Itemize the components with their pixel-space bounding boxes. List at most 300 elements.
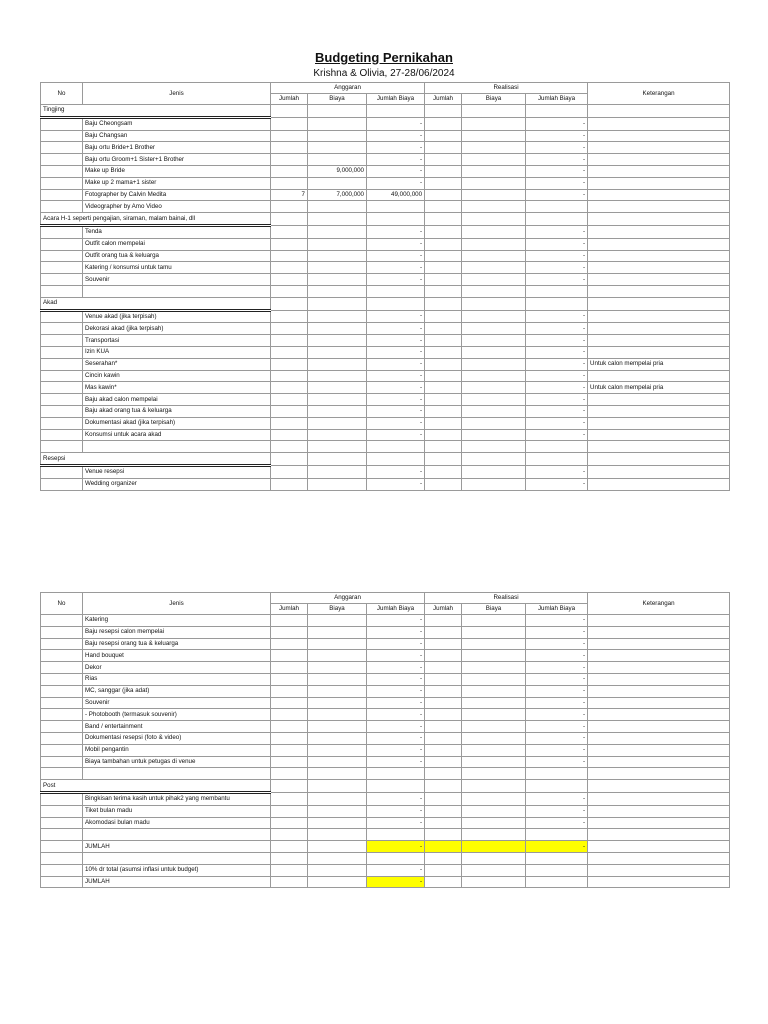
cell-anggaran-biaya [308,876,367,888]
cell-anggaran-jumlah-biaya [367,201,425,213]
budget-table-1 [40,82,730,491]
cell-anggaran-biaya [308,829,367,841]
table-row [41,201,730,213]
cell-anggaran-jumlah [271,117,308,130]
cell-anggaran-biaya [308,805,367,817]
cell-anggaran-jumlah [271,250,308,262]
cell-jenis: Baju ortu Bride+1 Brother [83,142,271,154]
cell-keterangan [588,250,730,262]
cell-realisasi-biaya [462,478,526,490]
cell-anggaran-jumlah-biaya: - [367,721,425,733]
cell-no [41,650,83,662]
header-anggaran-jumlah: Jumlah [271,604,308,615]
header-anggaran-jumlah-biaya: Jumlah Biaya [367,604,425,615]
cell-realisasi-jumlah [425,417,462,429]
header-no: No [41,593,83,615]
cell-jenis: Baju resepsi orang tua & keluarga [83,638,271,650]
cell-realisasi-jumlah [425,154,462,166]
cell-anggaran-biaya [308,105,367,118]
cell-jenis [83,768,271,780]
cell-anggaran-jumlah-biaya: - [367,662,425,674]
cell-realisasi-jumlah [425,323,462,335]
cell-anggaran-biaya [308,262,367,274]
cell-realisasi-biaya [462,250,526,262]
table-row [41,792,730,805]
cell-anggaran-jumlah [271,358,308,370]
cell-anggaran-biaya [308,441,367,453]
cell-realisasi-jumlah-biaya: - [526,732,588,744]
page-title: Budgeting Pernikahan [315,50,453,65]
cell-jenis [83,285,271,297]
cell-no [41,189,83,201]
cell-no [41,829,83,841]
cell-jenis: Baju akad orang tua & keluarga [83,405,271,417]
cell-anggaran-biaya [308,346,367,358]
total-row [41,841,730,853]
cell-realisasi-jumlah-biaya: - [526,335,588,347]
table-row [41,697,730,709]
cell-anggaran-jumlah-biaya: - [367,817,425,829]
table-row [41,250,730,262]
table-row [41,756,730,768]
cell-keterangan: Untuk calon mempelai pria [588,382,730,394]
cell-realisasi-jumlah-biaya: - [526,792,588,805]
cell-realisasi-biaya [462,130,526,142]
cell-keterangan: Untuk calon mempelai pria [588,358,730,370]
cell-realisasi-jumlah-biaya: - [526,323,588,335]
table-row [41,429,730,441]
cell-realisasi-jumlah-biaya: - [526,744,588,756]
cell-keterangan [588,417,730,429]
cell-realisasi-jumlah [425,358,462,370]
cell-realisasi-jumlah [425,201,462,213]
cell-jenis: Make up 2 mama+1 sister [83,177,271,189]
cell-jenis: Konsumsi untuk acara akad [83,429,271,441]
cell-anggaran-jumlah-biaya [367,213,425,226]
cell-anggaran-jumlah [271,864,308,876]
cell-anggaran-jumlah [271,346,308,358]
cell-keterangan [588,650,730,662]
cell-anggaran-jumlah [271,478,308,490]
cell-realisasi-biaya [462,405,526,417]
cell-realisasi-biaya [462,697,526,709]
cell-anggaran-jumlah-biaya: - [367,177,425,189]
cell-anggaran-biaya [308,673,367,685]
cell-anggaran-jumlah [271,709,308,721]
cell-realisasi-jumlah-biaya [526,780,588,793]
cell-realisasi-biaya [462,441,526,453]
cell-jenis: Band / entertainment [83,721,271,733]
cell-realisasi-biaya [462,721,526,733]
cell-realisasi-jumlah-biaya: - [526,429,588,441]
table-row [41,382,730,394]
cell-realisasi-biaya [462,238,526,250]
cell-realisasi-jumlah [425,626,462,638]
cell-anggaran-jumlah-biaya: - [367,225,425,238]
cell-realisasi-jumlah [425,841,462,853]
cell-keterangan [588,478,730,490]
cell-realisasi-jumlah-biaya: - [526,370,588,382]
cell-realisasi-biaya [462,626,526,638]
cell-realisasi-jumlah-biaya: - [526,238,588,250]
cell-realisasi-biaya [462,662,526,674]
cell-realisasi-biaya [462,673,526,685]
cell-realisasi-jumlah [425,453,462,466]
cell-realisasi-jumlah-biaya: - [526,142,588,154]
cell-anggaran-jumlah-biaya: - [367,335,425,347]
cell-anggaran-jumlah [271,165,308,177]
cell-realisasi-jumlah [425,732,462,744]
cell-anggaran-jumlah [271,662,308,674]
cell-realisasi-jumlah-biaya: - [526,638,588,650]
table-row [41,417,730,429]
cell-no [41,262,83,274]
cell-anggaran-biaya [308,864,367,876]
cell-keterangan [588,405,730,417]
cell-no [41,370,83,382]
cell-anggaran-jumlah [271,130,308,142]
table-row [41,130,730,142]
cell-anggaran-jumlah-biaya: - [367,358,425,370]
cell-realisasi-jumlah-biaya [526,441,588,453]
cell-no [41,478,83,490]
cell-realisasi-jumlah-biaya: - [526,805,588,817]
cell-anggaran-biaya [308,478,367,490]
cell-no [41,310,83,323]
cell-jenis: Dekor [83,662,271,674]
cell-anggaran-jumlah [271,238,308,250]
cell-jenis [83,852,271,864]
cell-realisasi-jumlah [425,792,462,805]
cell-realisasi-jumlah [425,478,462,490]
cell-anggaran-jumlah [271,262,308,274]
cell-realisasi-biaya [462,732,526,744]
cell-keterangan [588,429,730,441]
cell-anggaran-jumlah [271,626,308,638]
cell-realisasi-jumlah-biaya: - [526,225,588,238]
cell-anggaran-jumlah [271,792,308,805]
cell-no [41,685,83,697]
cell-keterangan [588,744,730,756]
cell-realisasi-biaya [462,358,526,370]
cell-keterangan [588,465,730,478]
cell-anggaran-jumlah [271,201,308,213]
header-realisasi: Realisasi [425,593,588,604]
cell-realisasi-jumlah-biaya: - [526,262,588,274]
cell-no [41,615,83,627]
table-row [41,346,730,358]
cell-jenis: Katering / konsumsi untuk tamu [83,262,271,274]
table-row [41,177,730,189]
cell-anggaran-jumlah-biaya: - [367,709,425,721]
cell-realisasi-jumlah-biaya: - [526,250,588,262]
cell-realisasi-jumlah [425,238,462,250]
table-row [41,274,730,286]
cell-keterangan [588,154,730,166]
cell-jenis: Baju akad calon mempelai [83,394,271,406]
cell-realisasi-jumlah [425,864,462,876]
cell-realisasi-jumlah [425,285,462,297]
cell-realisasi-biaya [462,201,526,213]
cell-realisasi-biaya [462,709,526,721]
cell-anggaran-biaya [308,697,367,709]
cell-anggaran-jumlah [271,429,308,441]
cell-keterangan [588,441,730,453]
header-keterangan: Keterangan [588,83,730,105]
table-row [41,117,730,130]
cell-realisasi-jumlah [425,615,462,627]
cell-anggaran-jumlah-biaya: - [367,405,425,417]
cell-anggaran-biaya [308,297,367,310]
cell-anggaran-jumlah-biaya [367,105,425,118]
cell-jenis [83,441,271,453]
cell-keterangan [588,285,730,297]
cell-anggaran-jumlah [271,744,308,756]
cell-jenis: 10% dr total (asumsi inflasi untuk budget) [83,864,271,876]
cell-keterangan [588,453,730,466]
table-row [41,744,730,756]
header-jenis: Jenis [83,593,271,615]
cell-realisasi-jumlah [425,370,462,382]
cell-no [41,697,83,709]
cell-jenis: Fotographer by Calvin Medita [83,189,271,201]
cell-anggaran-biaya [308,756,367,768]
cell-realisasi-jumlah-biaya: - [526,189,588,201]
cell-realisasi-jumlah [425,213,462,226]
header-realisasi-biaya: Biaya [462,94,526,105]
cell-realisasi-jumlah [425,441,462,453]
cell-anggaran-biaya [308,780,367,793]
cell-keterangan [588,394,730,406]
cell-anggaran-jumlah-biaya: - [367,650,425,662]
cell-realisasi-jumlah [425,177,462,189]
cell-no [41,756,83,768]
table-row [41,310,730,323]
cell-realisasi-jumlah [425,382,462,394]
cell-keterangan [588,370,730,382]
cell-keterangan [588,876,730,888]
cell-anggaran-jumlah [271,285,308,297]
cell-no [41,768,83,780]
cell-keterangan [588,225,730,238]
cell-anggaran-jumlah-biaya [367,780,425,793]
cell-realisasi-jumlah [425,744,462,756]
cell-realisasi-jumlah-biaya [526,213,588,226]
cell-anggaran-jumlah-biaya: - [367,370,425,382]
table-row [41,626,730,638]
cell-anggaran-biaya [308,130,367,142]
cell-jenis: Seserahan* [83,358,271,370]
cell-realisasi-biaya [462,465,526,478]
cell-anggaran-biaya [308,852,367,864]
cell-anggaran-biaya [308,225,367,238]
cell-realisasi-jumlah [425,130,462,142]
cell-realisasi-jumlah-biaya [526,852,588,864]
cell-realisasi-jumlah [425,780,462,793]
cell-realisasi-jumlah-biaya [526,285,588,297]
cell-keterangan [588,177,730,189]
cell-keterangan [588,817,730,829]
table-row [41,238,730,250]
cell-jenis: Baju Changsan [83,130,271,142]
cell-jenis: Dokumentasi akad (jika terpisah) [83,417,271,429]
cell-anggaran-jumlah-biaya: - [367,142,425,154]
cell-keterangan [588,238,730,250]
cell-realisasi-jumlah [425,662,462,674]
cell-anggaran-jumlah [271,394,308,406]
cell-keterangan [588,829,730,841]
table-row [41,805,730,817]
cell-anggaran-biaya [308,615,367,627]
cell-realisasi-jumlah-biaya [526,201,588,213]
cell-jenis: Outfit orang tua & keluarga [83,250,271,262]
cell-keterangan [588,709,730,721]
cell-keterangan [588,335,730,347]
cell-no [41,805,83,817]
table-row [41,154,730,166]
cell-anggaran-jumlah [271,732,308,744]
cell-realisasi-jumlah-biaya: - [526,130,588,142]
cell-no [41,323,83,335]
cell-no [41,441,83,453]
cell-section-label: Tingjing [41,105,271,118]
cell-realisasi-jumlah-biaya [526,864,588,876]
cell-realisasi-jumlah-biaya: - [526,382,588,394]
cell-anggaran-jumlah-biaya: - [367,417,425,429]
cell-anggaran-jumlah-biaya: - [367,274,425,286]
cell-realisasi-biaya [462,335,526,347]
cell-anggaran-jumlah-biaya: - [367,864,425,876]
cell-keterangan [588,165,730,177]
cell-section-label: Resepsi [41,453,271,466]
cell-anggaran-biaya [308,732,367,744]
cell-anggaran-biaya [308,453,367,466]
cell-keterangan [588,213,730,226]
cell-realisasi-biaya [462,429,526,441]
cell-realisasi-jumlah [425,673,462,685]
cell-realisasi-jumlah-biaya: - [526,358,588,370]
cell-anggaran-jumlah [271,756,308,768]
cell-anggaran-biaya [308,177,367,189]
cell-realisasi-jumlah-biaya: - [526,709,588,721]
cell-realisasi-biaya [462,274,526,286]
cell-anggaran-biaya [308,382,367,394]
cell-anggaran-biaya: 7,000,000 [308,189,367,201]
cell-realisasi-jumlah-biaya: - [526,685,588,697]
cell-realisasi-jumlah-biaya [526,453,588,466]
cell-no [41,130,83,142]
table-row [41,817,730,829]
total-row [41,876,730,888]
table-row [41,465,730,478]
cell-anggaran-biaya [308,638,367,650]
cell-realisasi-biaya [462,805,526,817]
cell-keterangan [588,189,730,201]
cell-no [41,465,83,478]
cell-realisasi-jumlah-biaya [526,876,588,888]
cell-anggaran-jumlah-biaya: - [367,792,425,805]
cell-anggaran-jumlah-biaya: - [367,805,425,817]
cell-anggaran-jumlah-biaya: - [367,262,425,274]
budget-table-2-body [41,615,730,888]
cell-realisasi-jumlah-biaya [526,297,588,310]
cell-anggaran-biaya [308,250,367,262]
cell-realisasi-jumlah-biaya: - [526,817,588,829]
cell-jenis: - Photobooth (termasuk souvenir) [83,709,271,721]
cell-no [41,864,83,876]
cell-anggaran-biaya [308,429,367,441]
cell-realisasi-jumlah [425,817,462,829]
cell-realisasi-jumlah-biaya: - [526,478,588,490]
table-row [41,852,730,864]
cell-no [41,852,83,864]
table-row [41,615,730,627]
cell-no [41,154,83,166]
cell-realisasi-biaya [462,792,526,805]
cell-realisasi-jumlah [425,394,462,406]
cell-jenis: Katering [83,615,271,627]
cell-anggaran-biaya [308,685,367,697]
cell-realisasi-jumlah-biaya: - [526,626,588,638]
table-row [41,732,730,744]
cell-realisasi-biaya [462,177,526,189]
cell-jenis: Venue resepsi [83,465,271,478]
cell-anggaran-jumlah-biaya: 49,000,000 [367,189,425,201]
header-realisasi-jumlah: Jumlah [425,94,462,105]
cell-realisasi-biaya [462,105,526,118]
table-row [41,394,730,406]
cell-anggaran-biaya [308,744,367,756]
header-anggaran-biaya: Biaya [308,604,367,615]
cell-anggaran-jumlah-biaya [367,285,425,297]
cell-keterangan [588,792,730,805]
cell-keterangan [588,732,730,744]
cell-no [41,382,83,394]
cell-section-label: Akad [41,297,271,310]
cell-realisasi-jumlah-biaya: - [526,756,588,768]
cell-jenis: Souvenir [83,697,271,709]
cell-realisasi-jumlah-biaya: - [526,721,588,733]
cell-keterangan [588,274,730,286]
cell-no [41,201,83,213]
cell-realisasi-jumlah [425,465,462,478]
cell-jenis: Mas kawin* [83,382,271,394]
cell-anggaran-jumlah [271,274,308,286]
cell-anggaran-biaya [308,238,367,250]
cell-anggaran-jumlah-biaya: - [367,429,425,441]
cell-realisasi-jumlah-biaya [526,829,588,841]
cell-jenis: Mobil pengantin [83,744,271,756]
cell-anggaran-jumlah [271,297,308,310]
table-row [41,405,730,417]
cell-anggaran-jumlah-biaya: - [367,673,425,685]
table-row [41,285,730,297]
cell-realisasi-biaya [462,394,526,406]
cell-realisasi-jumlah-biaya: - [526,274,588,286]
cell-anggaran-jumlah [271,323,308,335]
cell-anggaran-jumlah [271,465,308,478]
cell-realisasi-jumlah [425,142,462,154]
header-realisasi-jumlah-biaya: Jumlah Biaya [526,604,588,615]
cell-jenis: Baju Cheongsam [83,117,271,130]
cell-realisasi-jumlah [425,768,462,780]
header-anggaran: Anggaran [271,83,425,94]
cell-anggaran-jumlah [271,154,308,166]
cell-anggaran-jumlah [271,417,308,429]
cell-anggaran-biaya [308,154,367,166]
cell-realisasi-biaya [462,323,526,335]
cell-jenis: Venue akad (jika terpisah) [83,310,271,323]
